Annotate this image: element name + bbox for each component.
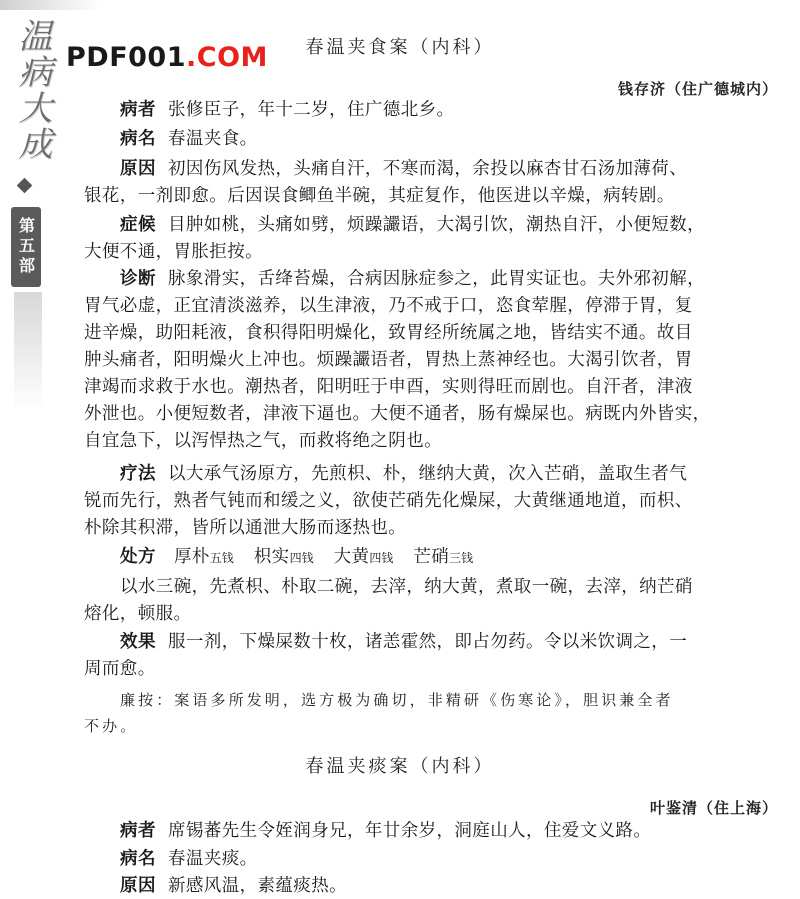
section-line (120, 461, 800, 487)
section-line (120, 97, 800, 123)
section-line (120, 846, 800, 872)
section-text: 初因伤风发热，头痛自汗，不寒而渴，余投以麻杏甘石汤加薄荷、 (168, 159, 688, 179)
herb-name: 枳实 (253, 547, 290, 567)
section-head: 症候 (120, 215, 156, 235)
text-line: 以水三碗，先煮枳、朴取二碗，去滓，纳大黄，煮取一碗，去滓，纳芒硝 (120, 577, 693, 597)
herb-dose: 三钱 (449, 551, 474, 565)
herb-dose: 五钱 (209, 551, 234, 565)
watermark-name: PDF001 (66, 42, 187, 73)
section-text: 张修臣子，年十二岁，住广德北乡。 (168, 100, 455, 120)
herb-name: 芒硝 (413, 547, 450, 567)
section-line (120, 126, 800, 152)
section-text: 津竭而求救于水也。潮热者，阳明旺于申酉，实则得旺而剧也。自汗者，津液 (84, 377, 693, 397)
section-head: 病者 (120, 821, 156, 841)
herb-name: 大黄 (333, 547, 370, 567)
section-text: 银花，一剂即愈。后因误食鲫鱼半碗，其症复作，他医进以辛燥，病转剧。 (84, 186, 675, 206)
section-text: 席锡蕃先生令姪润身兄，年廿余岁，洞庭山人，住爱文义路。 (168, 821, 652, 841)
section-head: 原因 (120, 159, 156, 179)
part-label: 第五部 (11, 207, 41, 287)
herb-dose: 四钱 (369, 551, 394, 565)
case-title: 春温夹食案（内科） (305, 37, 495, 58)
section-text: 春温夹痰。 (168, 849, 258, 869)
section-text: 进辛燥，助阳耗液，食积得阳明燥化，致胃经所统属之地，皆结实不通。故目 (84, 323, 693, 343)
section-line (120, 818, 800, 844)
section-line (120, 873, 800, 899)
section-text: 以大承气汤原方，先煎枳、朴，继纳大黄，次入芒硝，盖取生者气 (168, 464, 688, 484)
text-line (84, 515, 784, 541)
text-line (84, 488, 784, 514)
text-line (84, 293, 784, 319)
case-title: 春温夹痰案（内科） (305, 756, 495, 777)
section-text: 锐而先行，熟者气钝而和缓之义，欲使芒硝先化燥屎，大黄继通地道，而枳、 (84, 491, 693, 511)
text-line (84, 401, 784, 427)
section-head: 效果 (120, 632, 156, 652)
editor-note: 不办。 (84, 717, 139, 735)
text-line (84, 320, 784, 346)
prescription-line (120, 544, 800, 571)
section-head: 病名 (120, 849, 156, 869)
herb-name: 厚朴 (173, 547, 210, 567)
section-text: 新感风温，素蕴痰热。 (168, 876, 347, 896)
section-text: 大便不通，胃胀拒按。 (84, 242, 263, 262)
section-text: 外泄也。小便短数者，津液下逼也。大便不通者，肠有燥屎也。病既内外皆实， (84, 404, 711, 424)
sidebar-fade (14, 292, 42, 412)
book-sidebar (0, 0, 58, 420)
section-head: 疗法 (120, 464, 156, 484)
book-title-calligraphy: 温病大成 (12, 18, 52, 162)
text-line (84, 183, 784, 209)
sidebar-top-band (0, 0, 100, 10)
diamond-icon (17, 178, 33, 194)
text-line (84, 239, 784, 265)
section-text: 脉象滑实，舌绛苔燥，合病因脉症参之，此胃实证也。夫外邪初解， (168, 269, 705, 289)
text-line (84, 374, 784, 400)
section-text: 服一剂，下燥屎数十枚，诸恙霍然，即占勿药。令以米饮调之，一 (168, 632, 688, 652)
section-head: 病者 (120, 100, 156, 120)
text-line (84, 428, 784, 454)
case-author: 钱存济（住广德城内） (617, 80, 778, 98)
section-text: 胃气必虚，正宜清淡滋养，以生津液，乃不戒于口，恣食荤腥，停滞于胃，复 (84, 296, 693, 316)
section-head: 处方 (120, 547, 156, 567)
effect-line (120, 629, 800, 655)
herb-dose: 四钱 (289, 551, 314, 565)
editor-note: 廉按：案语多所发明，选方极为确切，非精研《伤寒论》，胆识兼全者 (120, 691, 674, 709)
section-head: 诊断 (120, 269, 156, 289)
section-line (120, 212, 800, 238)
section-text: 肿头痛者，阳明燥火上冲也。烦躁讝语者，胃热上蒸神经也。大渴引饮者，胃 (84, 350, 693, 370)
text-line (84, 347, 784, 373)
section-text: 目肿如桃，头痛如劈，烦躁讝语，大渴引饮，潮热自汗，小便短数， (168, 215, 705, 235)
section-text: 朴除其积滞，皆所以通泄大肠而逐热也。 (84, 518, 407, 538)
text-line: 周而愈。 (84, 659, 156, 679)
section-text: 自宜急下，以泻悍热之气，而救将绝之阴也。 (84, 431, 442, 451)
text-line: 熔化，顿服。 (84, 604, 192, 624)
section-text: 春温夹食。 (168, 129, 258, 149)
section-head: 病名 (120, 129, 156, 149)
section-head: 原因 (120, 876, 156, 896)
section-line (120, 156, 800, 182)
case-author: 叶鉴清（住上海） (649, 799, 778, 817)
watermark-domain: .COM (186, 42, 268, 73)
section-line (120, 266, 800, 292)
